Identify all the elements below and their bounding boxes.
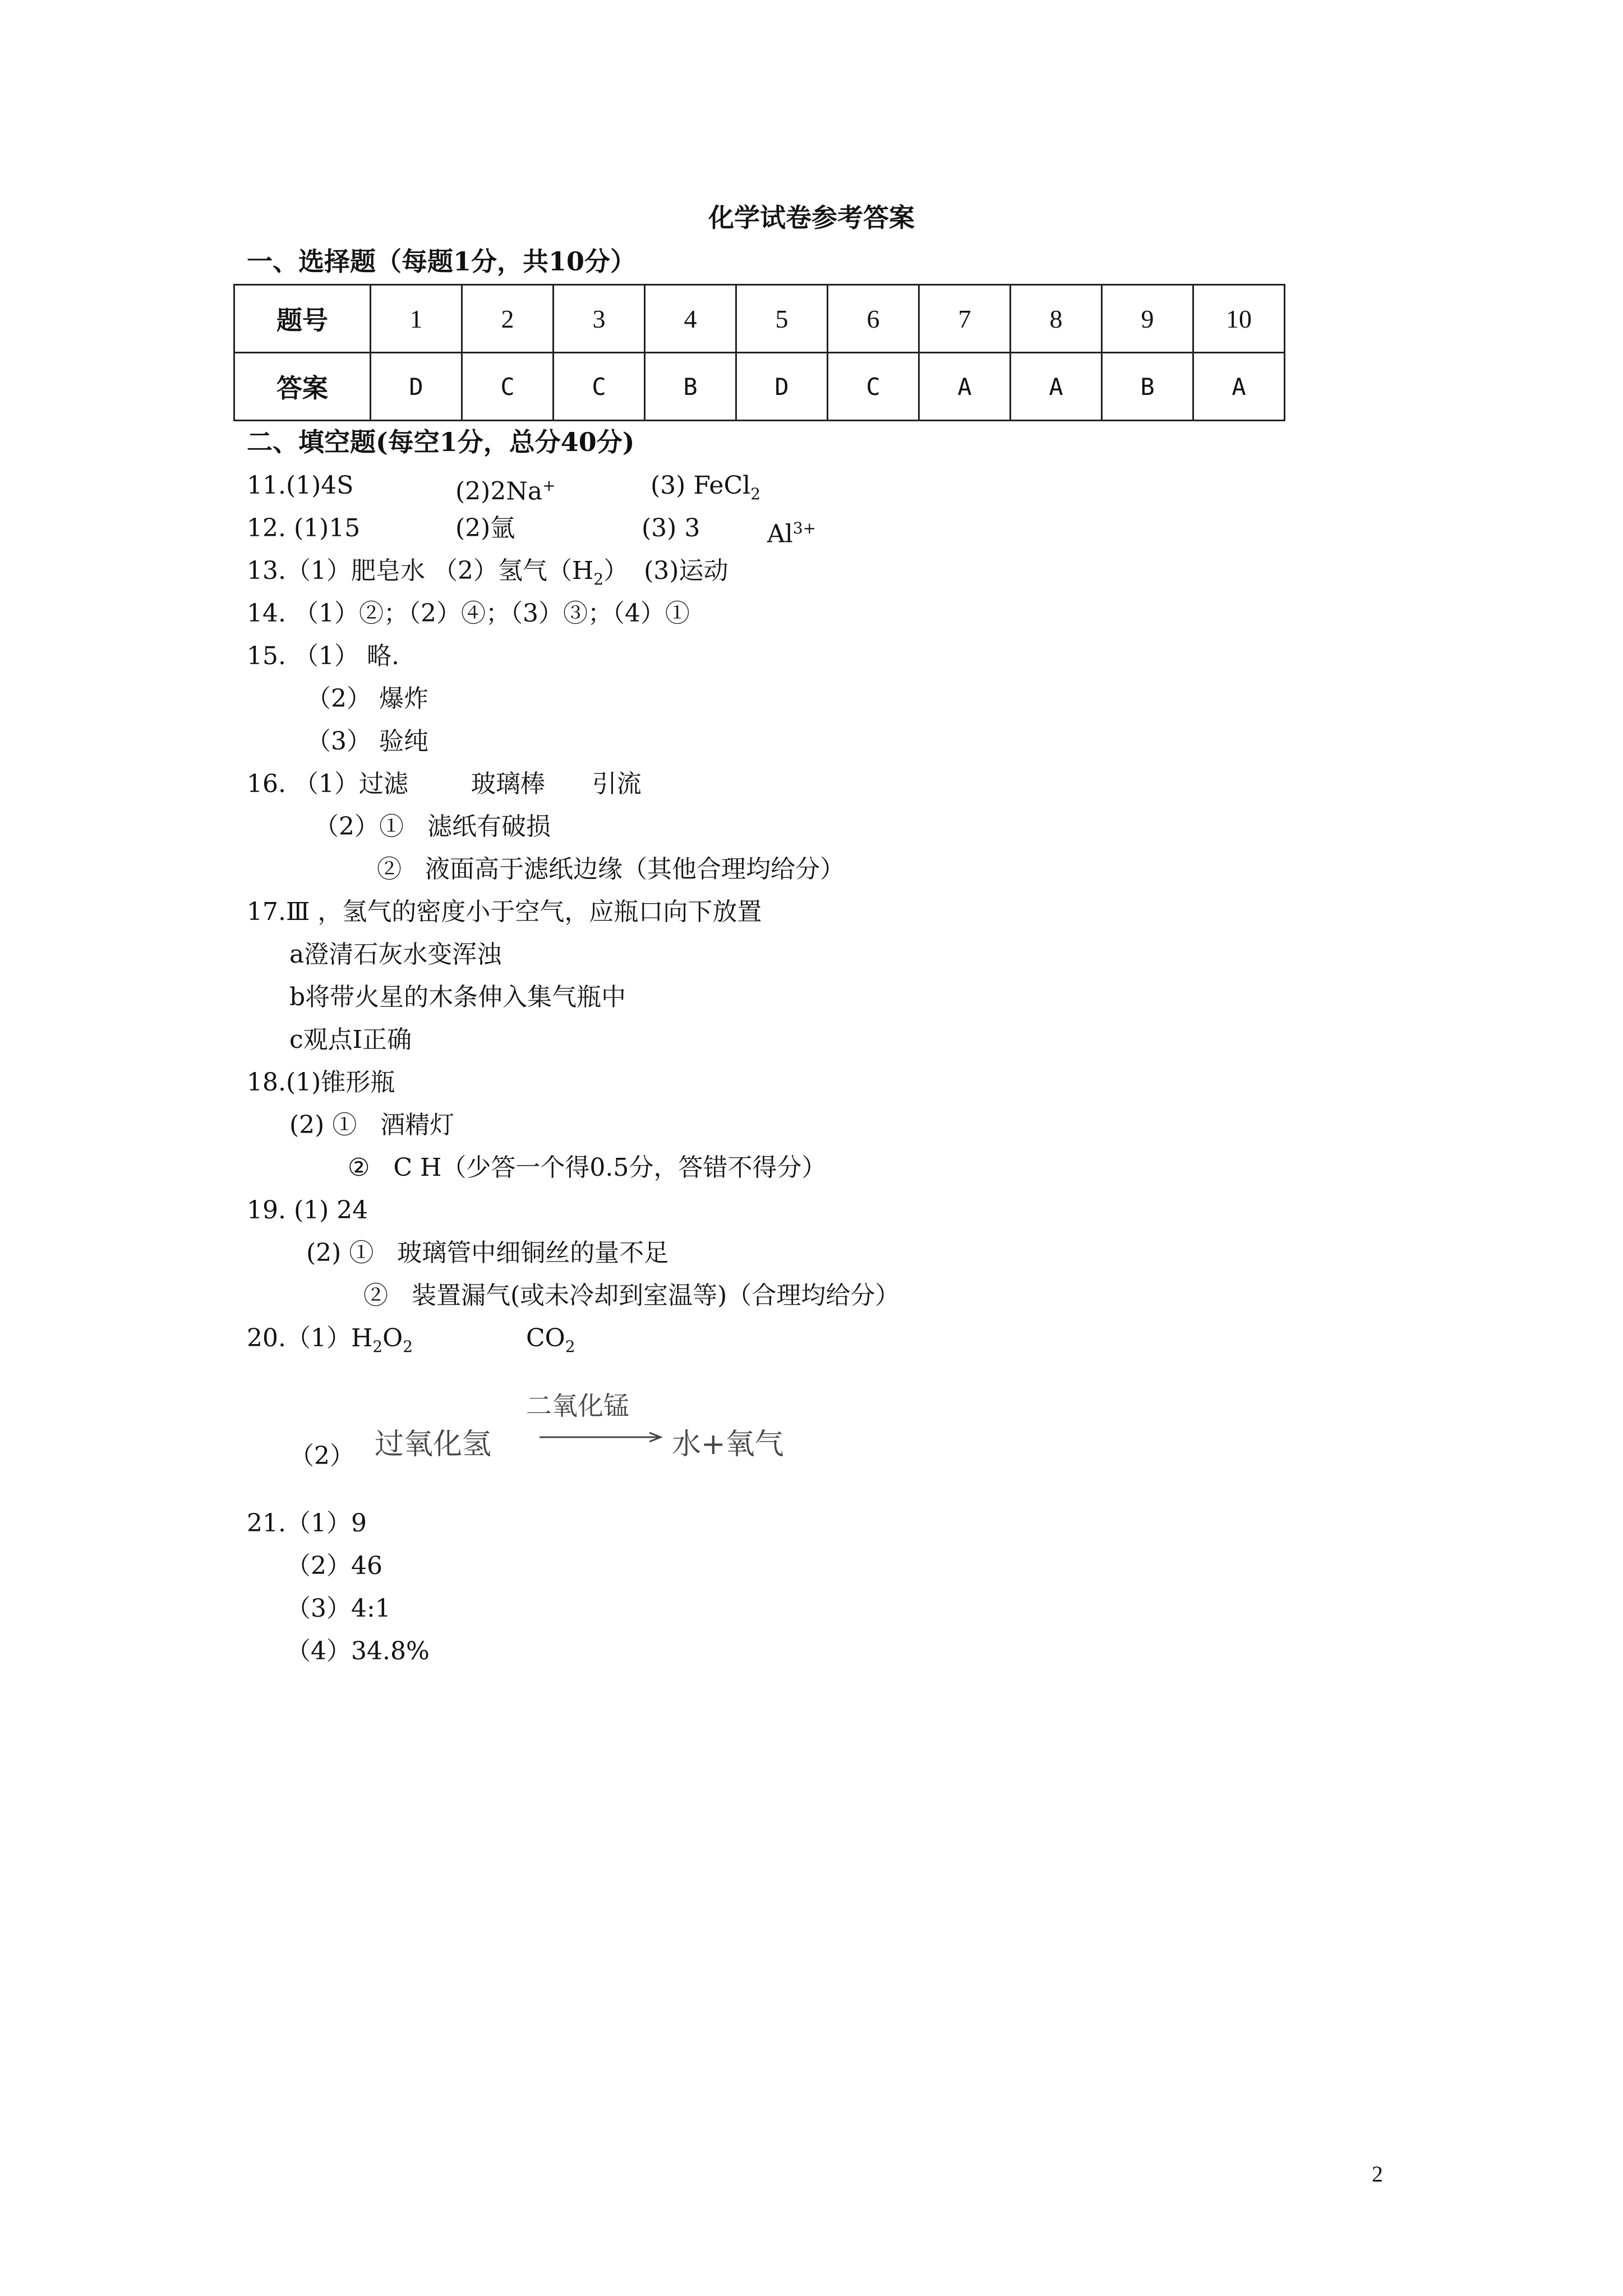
answer-cell: D [736,353,828,421]
answer-21-part4: （4）34.8% [286,1637,430,1665]
answer-19-part2: (2) ① 玻璃管中细铜丝的量不足 [306,1239,669,1267]
answer-cell: D [371,353,462,421]
answer-cell: A [1193,353,1285,421]
answer-13: 13.（1）肥皂水 （2）氢气$(H_2)$ (3)运动 [247,556,728,588]
question-number-cell: 6 [828,285,919,353]
answer-12-part3: (3) 3 [642,514,700,542]
answer-20-part1: $20.(1)H_2O_2$ [247,1324,413,1356]
question-number-cell: 3 [554,285,645,353]
question-number-row [234,285,1285,353]
answer-12-part2: (2)氩 [455,514,515,542]
question-number-cell: 8 [1011,285,1102,353]
reaction-arrow-icon [537,1425,666,1447]
answer-cell: A [1011,353,1102,421]
answer-cell: A [919,353,1011,421]
answer-16-part1: 16. （1）过滤 玻璃棒 引流 [247,770,642,798]
answer-15-part1: 15. （1） 略. [247,642,399,670]
question-number-cell: 4 [645,285,736,353]
answer-19-part1: 19. (1) 24 [247,1196,368,1225]
question-number-cell: 10 [1193,285,1285,353]
equation-catalyst: 二氧化锰 [526,1391,629,1421]
answer-11-part1: 11.(1)4S [247,471,354,500]
section-heading-fill: 二、填空题(每空1分，总分40分) [247,427,635,457]
row-header-number: 题号 [234,285,371,353]
answer-cell: C [462,353,554,421]
question-number-cell: 9 [1102,285,1193,353]
equation-products: 水+氧气 [672,1428,784,1461]
answer-15-part2: （2） 爆炸 [306,684,428,713]
answer-12-part1: 12. (1)15 [247,514,361,542]
answer-18-part2: (2) ① 酒精灯 [289,1111,455,1139]
answer-11-part2: (2)2Na+ [455,476,556,506]
answer-14: 14. （1）②；（2）④；（3）③；（4）① [247,599,690,628]
page-title: 化学试卷参考答案 [708,203,915,233]
question-number-cell: 5 [736,285,828,353]
page-number: 2 [1372,2161,1383,2187]
reaction-equation [375,1386,823,1464]
answer-17-part4: c观点Ⅰ正确 [289,1025,412,1054]
answer-18-part3: ② C H（少答一个得0.5分，答错不得分） [348,1153,827,1182]
question-number-cell: 1 [371,285,462,353]
answer-11-part3: (3) FeCl$_2$ [651,471,761,503]
answer-20-part2: $CO_2$ [526,1324,575,1356]
answer-16-part2: （2）① 滤纸有破损 [314,812,551,841]
answer-17-part1: 17.Ⅲ ，氢气的密度小于空气，应瓶口向下放置 [247,898,762,926]
answer-cell: B [1102,353,1193,421]
question-number-cell: 7 [919,285,1011,353]
answer-21-part3: （3）4:1 [286,1594,391,1623]
row-header-answer: 答案 [234,353,371,421]
answer-16-part3: ② 液面高于滤纸边缘（其他合理均给分） [377,855,845,884]
answer-table [233,284,1285,421]
answer-cell: C [828,353,919,421]
answer-cell: C [554,353,645,421]
answer-18-part1: 18.(1)锥形瓶 [247,1068,395,1097]
answer-17-part3: b将带火星的木条伸入集气瓶中 [289,983,626,1011]
answer-cell: B [645,353,736,421]
section-heading-choice: 一、选择题（每题1分，共10分） [247,246,637,277]
answer-12-part4: $Al^{3+}$ [767,519,817,549]
answer-20-label-2: （2） [289,1442,354,1470]
equation-reactant: 过氧化氢 [375,1428,492,1461]
answer-21-part1: 21.（1）9 [247,1509,367,1538]
answer-row [234,353,1285,421]
answer-21-part2: （2）46 [286,1552,382,1580]
answer-17-part2: a澄清石灰水变浑浊 [289,940,502,969]
question-number-cell: 2 [462,285,554,353]
answer-19-part3: ② 装置漏气(或未冷却到室温等)（合理均给分） [363,1281,900,1310]
answer-15-part3: （3） 验纯 [306,727,428,756]
